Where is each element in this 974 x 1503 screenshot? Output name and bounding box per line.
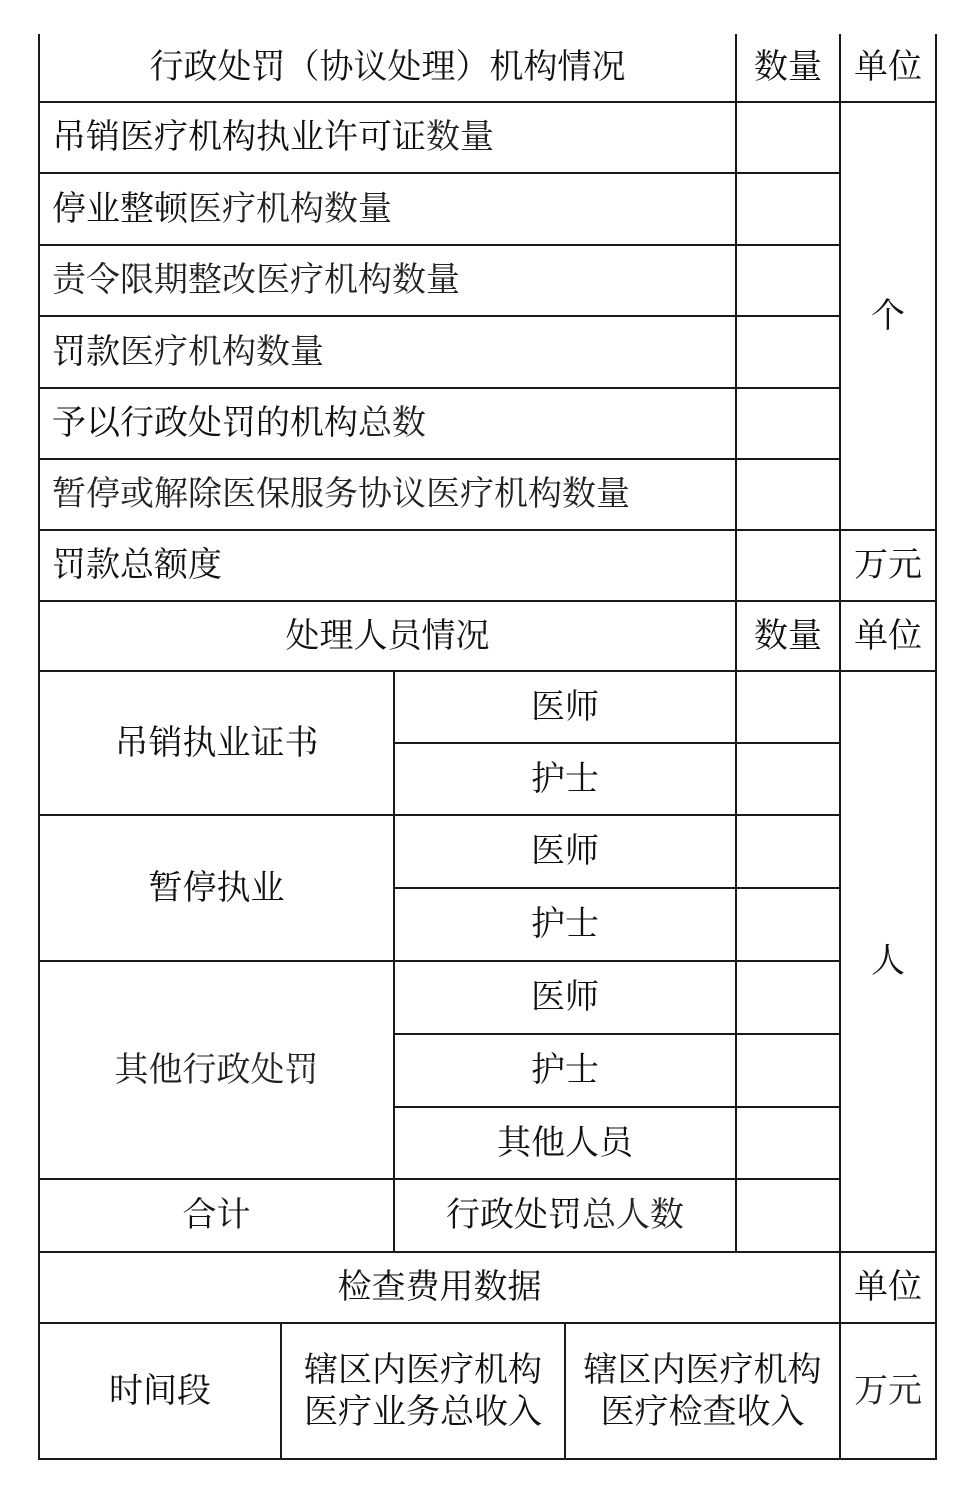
qty-cell[interactable] — [736, 1179, 840, 1252]
personnel-sub-label: 医师 — [394, 815, 736, 888]
institution-row-label — [39, 102, 736, 173]
fees-header-title: 检查费用数据 — [39, 1252, 840, 1323]
qty-cell[interactable] — [736, 316, 840, 388]
personnel-sub-label: 护士 — [394, 888, 736, 961]
qty-cell[interactable] — [736, 888, 840, 961]
fine-total-unit: 万元 — [840, 530, 936, 601]
personnel-sub-label: 医师 — [394, 961, 736, 1034]
personnel-sub-label: 其他人员 — [394, 1107, 736, 1179]
personnel-group-label: 吊销执业证书 — [39, 671, 394, 815]
qty-cell[interactable] — [736, 1107, 840, 1179]
row-label-bold: 予以行政处罚的机构 — [52, 403, 358, 444]
row-label-rest: 责令限期整改医疗机构数量 — [52, 260, 460, 301]
row-label-rest: 暂停或解除医保服务协议医疗机构数量 — [52, 474, 630, 515]
qty-cell[interactable] — [736, 388, 840, 459]
row-label-bold: 停业整顿 — [52, 188, 188, 229]
fine-total-qty-cell[interactable] — [736, 530, 840, 601]
fees-col1-header — [281, 1323, 565, 1459]
institution-row-label — [39, 388, 736, 459]
institution-header-title: 行政处罚（协议处理）机构情况 — [39, 34, 736, 102]
institution-header-unit: 单位 — [840, 34, 936, 102]
qty-cell[interactable] — [736, 245, 840, 316]
personnel-total-label: 合计 — [39, 1179, 394, 1252]
qty-cell[interactable] — [736, 102, 840, 173]
qty-cell[interactable] — [736, 743, 840, 815]
fees-col2-header — [565, 1323, 840, 1459]
row-label-bold: 吊销医疗机构执业许可证 — [52, 117, 426, 158]
personnel-unit-cell: 人 — [840, 671, 936, 1252]
personnel-total-desc — [394, 1179, 736, 1252]
personnel-header-title: 处理人员情况 — [39, 601, 736, 671]
fees-col2-line1: 辖区内医疗机构 — [583, 1349, 822, 1390]
qty-cell[interactable] — [736, 1034, 840, 1107]
total-desc-bold: 行政处罚 — [446, 1195, 582, 1236]
total-desc-rest: 总人数 — [582, 1195, 684, 1236]
fees-col2-line2: 医疗检查收入 — [600, 1392, 805, 1432]
fine-total-label: 罚款总额度 — [39, 530, 736, 601]
fees-col1-line2: 医疗业务总收入 — [304, 1392, 542, 1432]
personnel-group-label: 暂停执业 — [39, 815, 394, 961]
row-label-rest: 医疗机构数量 — [120, 331, 324, 372]
institution-row-label — [39, 459, 736, 530]
institution-row-label — [39, 316, 736, 388]
personnel-sub-label: 护士 — [394, 1034, 736, 1107]
row-label-rest: 医疗机构数量 — [188, 188, 392, 229]
fees-period-label: 时间段 — [39, 1323, 281, 1459]
institution-row-label — [39, 245, 736, 316]
qty-cell[interactable] — [736, 671, 840, 743]
qty-cell[interactable] — [736, 815, 840, 888]
fees-header-unit: 单位 — [840, 1252, 936, 1323]
unit-count-cell: 个 — [840, 102, 936, 530]
institution-row-label — [39, 173, 736, 245]
row-label-bold: 罚款 — [52, 331, 120, 372]
personnel-sub-label: 护士 — [394, 743, 736, 815]
personnel-group-label: 其他行政处罚 — [39, 961, 394, 1179]
qty-cell[interactable] — [736, 459, 840, 530]
fees-col1-line1: 辖区内医疗机构 — [304, 1349, 542, 1390]
personnel-header-unit: 单位 — [840, 601, 936, 671]
row-label-rest: 总数 — [358, 403, 426, 444]
fees-unit: 万元 — [840, 1323, 936, 1459]
personnel-header-qty: 数量 — [736, 601, 840, 671]
report-table — [38, 34, 937, 1460]
personnel-sub-label: 医师 — [394, 671, 736, 743]
qty-cell[interactable] — [736, 961, 840, 1034]
qty-cell[interactable] — [736, 173, 840, 245]
institution-header-qty: 数量 — [736, 34, 840, 102]
row-label-rest: 数量 — [426, 117, 494, 158]
